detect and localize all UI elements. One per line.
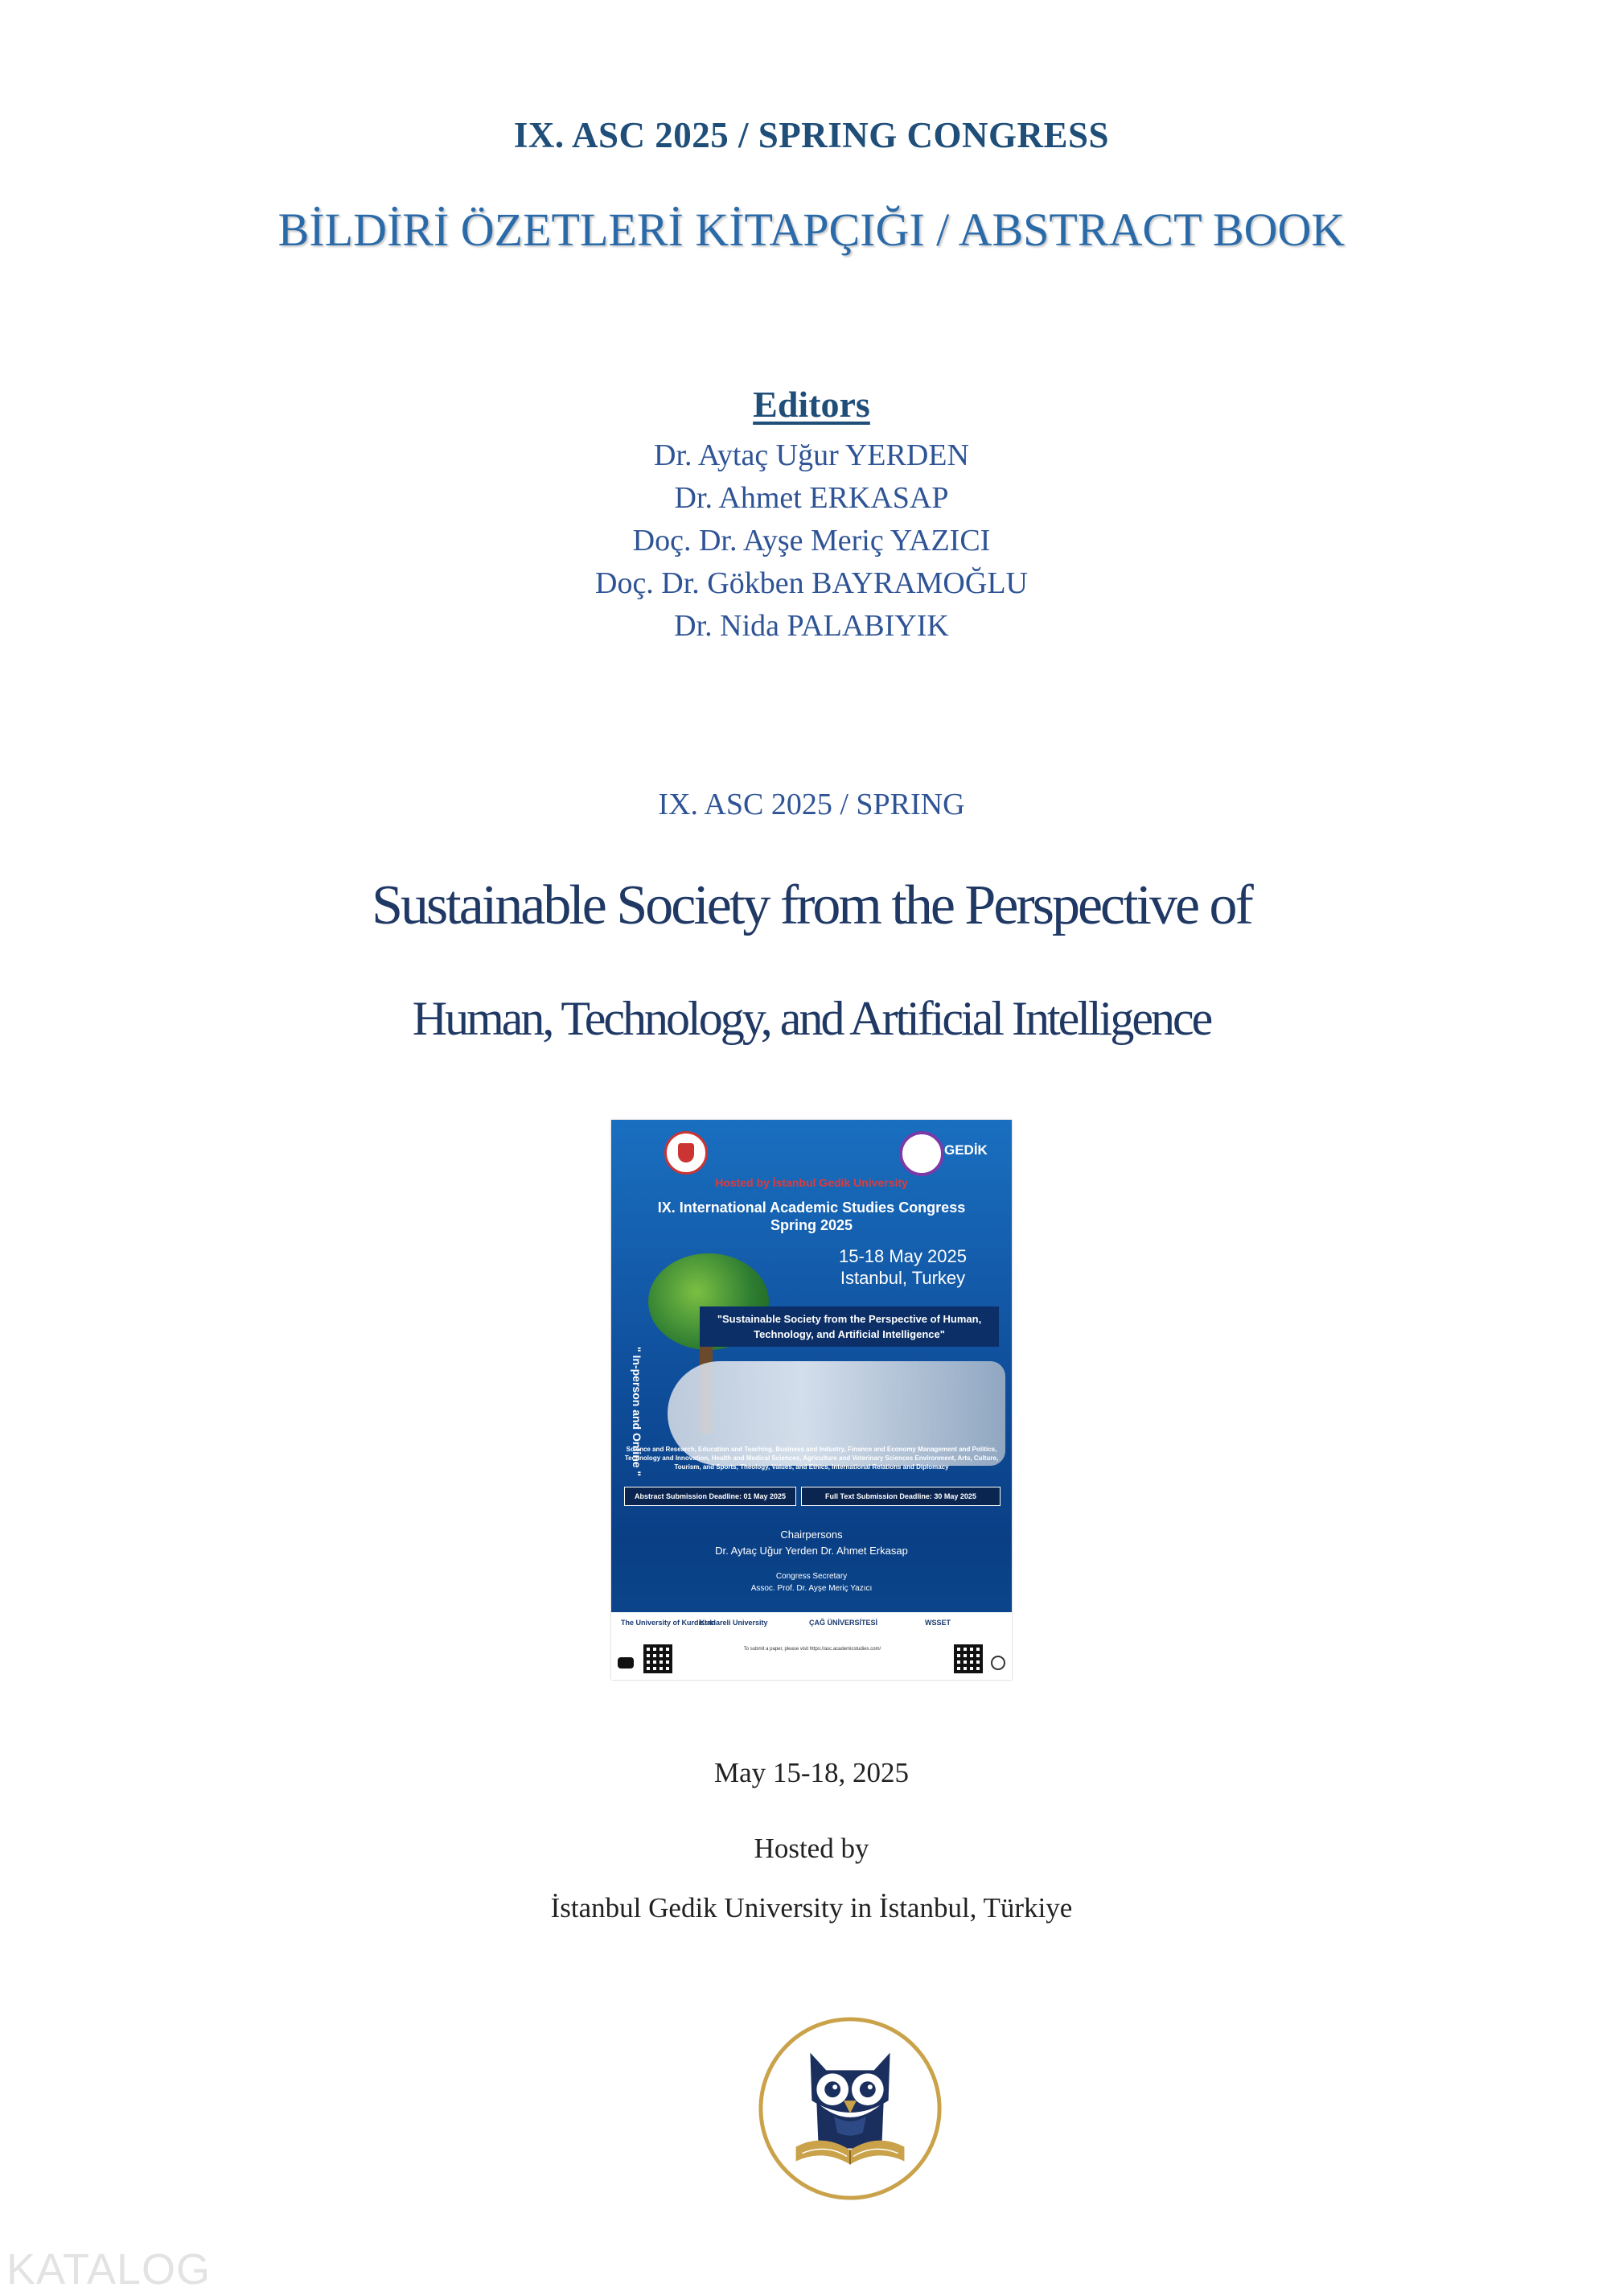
poster-footer-logo: WSSET — [925, 1619, 951, 1627]
book-title: BİLDİRİ ÖZETLERİ KİTAPÇIĞI / ABSTRACT BOOK — [277, 204, 1346, 256]
watermark: KATALOG — [6, 2245, 212, 2294]
congress-poster — [611, 1120, 1012, 1680]
poster-deadline-abstract: Abstract Submission Deadline: 01 May 2025 — [624, 1487, 796, 1506]
poster-chair-names: Dr. Aytaç Uğur Yerden Dr. Ahmet Erkasap — [715, 1545, 908, 1557]
poster-mode: " In-person and Online " — [631, 1347, 643, 1477]
qr-code-icon — [954, 1644, 983, 1673]
poster-topics: Science and Research, Education and Teaching, Business and Industry, Finance and Economy Management and Politics, Technology and Innovation, Health and Medical Sciences, Agriculture and Veterinary Sciences Environment, Arts, Culture, Tourism, and Sports, Theology, Values, and Ethics, International Relations and Diplomacy — [624, 1446, 999, 1471]
qr-code-icon — [643, 1644, 672, 1673]
editors-list — [0, 434, 1623, 648]
congress-emblem-icon — [664, 1131, 708, 1175]
editor-name: Doç. Dr. Ayşe Meriç YAZICI — [632, 524, 991, 558]
theme-title-line2: Human, Technology, and Artificial Intelligence — [412, 992, 1211, 1045]
poster-theme: "Sustainable Society from the Perspective of Human, Technology, and Artificial Intelligence" — [700, 1306, 999, 1347]
poster-footer — [611, 1612, 1012, 1680]
poster-date — [839, 1245, 967, 1289]
poster-date-line2: Istanbul, Turkey — [840, 1268, 966, 1288]
youtube-icon — [618, 1657, 634, 1669]
hosted-by-label: Hosted by — [754, 1833, 869, 1864]
poster-hosted: Hosted by İstanbul Gedik University — [715, 1176, 908, 1189]
owl-logo-icon — [754, 2013, 946, 2204]
gedik-logo-icon — [899, 1131, 944, 1176]
poster-footer-logo: The University of Kurdistan — [621, 1619, 716, 1627]
congress-title: IX. ASC 2025 / SPRING CONGRESS — [513, 115, 1110, 155]
congress-subtitle: IX. ASC 2025 / SPRING — [658, 788, 965, 821]
poster-secretary-heading: Congress Secretary — [775, 1572, 848, 1581]
poster-chair-heading: Chairpersons — [780, 1529, 843, 1541]
poster-chairpersons — [611, 1527, 1012, 1559]
editor-name: Dr. Ahmet ERKASAP — [674, 481, 949, 515]
poster-footer-logo: Kırklareli University — [700, 1619, 768, 1627]
poster-title — [611, 1199, 1012, 1234]
globe-icon — [991, 1656, 1005, 1670]
poster-date-line1: 15-18 May 2025 — [839, 1246, 967, 1266]
event-date: May 15-18, 2025 — [713, 1757, 910, 1788]
poster-gedik-label: GEDİK — [944, 1142, 988, 1158]
editors-heading: Editors — [753, 384, 870, 425]
editor-name: Doç. Dr. Gökben BAYRAMOĞLU — [595, 566, 1028, 600]
poster-secretary-name: Assoc. Prof. Dr. Ayşe Meriç Yazıcı — [750, 1584, 873, 1593]
host-university: İstanbul Gedik University in İstanbul, Türkiye — [550, 1892, 1073, 1924]
poster-footer-logo: ÇAĞ ÜNİVERSİTESİ — [809, 1619, 878, 1627]
editor-name: Dr. Aytaç Uğur YERDEN — [654, 438, 969, 472]
theme-title-line1: Sustainable Society from the Perspective of — [372, 874, 1251, 936]
poster-secretary — [611, 1570, 1012, 1594]
poster-deadline-full: Full Text Submission Deadline: 30 May 2025 — [801, 1487, 1001, 1506]
poster-footer-text: To submit a paper, please visit https://asc.academicstudies.com/ — [743, 1647, 881, 1652]
editor-name: Dr. Nida PALABIYIK — [674, 609, 949, 643]
poster-title-line1: IX. International Academic Studies Congress — [657, 1199, 966, 1216]
poster-title-line2: Spring 2025 — [770, 1217, 853, 1233]
